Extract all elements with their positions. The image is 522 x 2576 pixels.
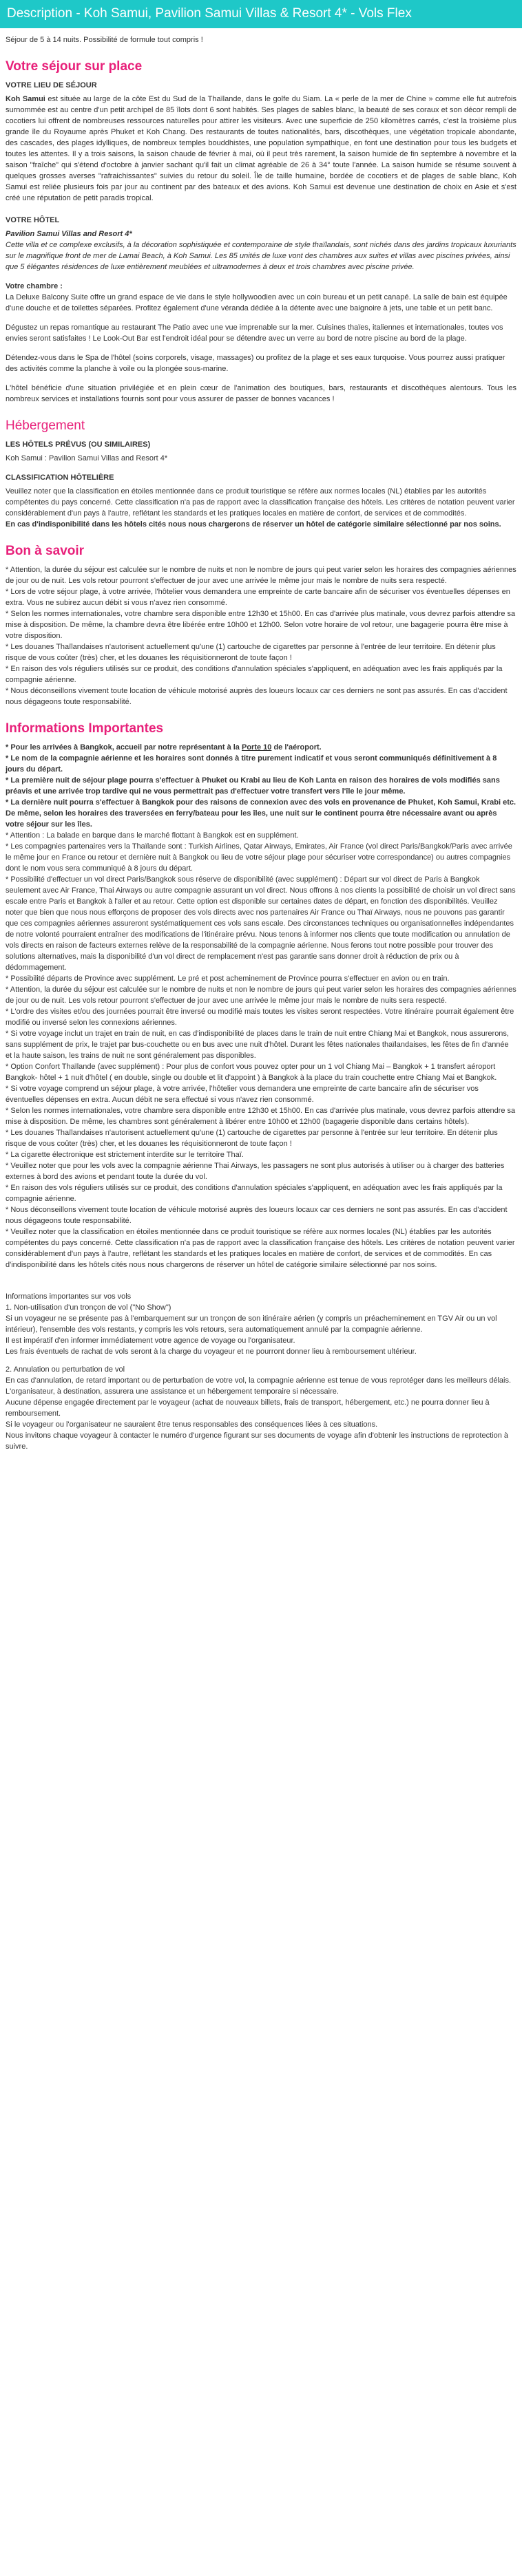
- informations-list: [6, 742, 516, 1270]
- vols-item-line: Si le voyageur ou l'organisateur ne sauraient être tenus responsables des conséquences liées à ces situations.: [6, 1420, 378, 1429]
- info-item: * La cigarette électronique est strictement interdite sur le territoire Thaï.: [6, 1151, 244, 1159]
- classification-note: En cas d'indisponibilité dans les hôtels cités nous nous chargerons de réserver un hôtel de catégorie similaire sélectionné par nos soins.: [6, 520, 501, 529]
- section-heading-hebergement: Hébergement: [6, 418, 85, 433]
- info-item: * L'ordre des visites et/ou des journées pourrait être inversé ou modifié mais toutes les visites seront respectées. Votre itinéraire pourrait également être modifié ou inversé selon les connexions aériennes.: [6, 1008, 514, 1027]
- vols-item-title: 1. Non-utilisation d'un tronçon de vol ("No Show"): [6, 1303, 171, 1312]
- lieu-lead: Koh Samui: [6, 95, 45, 103]
- classification-heading: CLASSIFICATION HÔTELIÈRE: [6, 473, 114, 482]
- info-item: * Les compagnies partenaires vers la Thaïlande sont : Turkish Airlines, Qatar Airways, Emirates, Air France (vol direct Paris/Bangkok/Paris avec arrivée le même jour en France ou retour et dernière nuit à Bangkok ou lieu de votre séjour plage pour sécuriser votre correspondance) ou autres compagnies dont le nom vous sera communiqué à 8 jours du départ.: [6, 842, 512, 873]
- classification-block: [6, 486, 516, 530]
- info-item: * Attention : La balade en barque dans le marché flottant à Bangkok est en supplément.: [6, 831, 299, 840]
- vols-item-line: Aucune dépense engagée directement par le voyageur (achat de nouveaux billets, frais de transport, hébergement, etc.) ne pourra donner lieu à remboursement.: [6, 1398, 490, 1418]
- bon-a-savoir-item: * Les douanes Thaïlandaises n'autorisent actuellement qu'une (1) cartouche de cigarettes par personne à l'entrée de leur territoire. En détenir plus risque de vous coûter (très) cher, et les douanes les réquisitionneront de toute façon !: [6, 643, 496, 662]
- info-item: * Si votre voyage inclut un trajet en train de nuit, en cas d'indisponibilité de places dans le train de nuit entre Chiang Mai et Bangkok, nous assurerons, sans supplément de prix, le trajet par bus-couchette ou en bus avec une nuit d'hôtel. Durant les fêtes nationales thaïlandaises, les fêtes de fin d'année et la haute saison, les trains de nuit ne sont généralement pas disponibles.: [6, 1030, 509, 1060]
- section-heading-sejour: Votre séjour sur place: [6, 59, 143, 74]
- bon-a-savoir-list: [6, 564, 516, 707]
- info-item: * Veuillez noter que pour les vols avec la compagnie aérienne Thai Airways, les passagers ne sont plus autorisés à utiliser ou à charger des batteries externes à bord des avions et pendant toute la durée du vol.: [6, 1162, 505, 1181]
- section-heading-bon-a-savoir: Bon à savoir: [6, 544, 85, 558]
- bon-a-savoir-item: * En raison des vols réguliers utilisés sur ce produit, des conditions d'annulation spéciales s'appliquent, en adéquation avec les frais appliqués par la compagnie aérienne.: [6, 665, 503, 684]
- vols-item-line: Si un voyageur ne se présente pas à l'embarquement sur un tronçon de son itinéraire aérien (y compris un préacheminement en TGV Air ou un vol intérieur), l'ensemble des vols restants, y compris les vols retours, sera automatiquement annulé par la compagnie aérienne.: [6, 1314, 497, 1334]
- porte-10-link[interactable]: Porte 10: [241, 743, 272, 752]
- vols-heading: Informations importantes sur vos vols: [6, 1292, 132, 1301]
- info-item-compagnie: * Le nom de la compagnie aérienne et les horaires sont donnés à titre purement indicatif et vous seront communiqués définitivement à 8 jours du départ.: [6, 754, 497, 774]
- vols-item-line: Nous invitons chaque voyageur à contacter le numéro d'urgence figurant sur ses documents de voyage afin d'obtenir les instructions de reprotection à suivre.: [6, 1431, 509, 1451]
- hotel-name: Pavilion Samui Villas and Resort 4*: [6, 230, 132, 238]
- intro-text: Séjour de 5 à 14 nuits. Possibilité de formule tout compris !: [6, 36, 203, 44]
- vols-item-line: En cas d'annulation, de retard important ou de perturbation de votre vol, la compagnie aérienne est tenue de vous reprotéger dans les meilleurs délais.: [6, 1376, 512, 1385]
- hotel-heading: VOTRE HÔTEL: [6, 216, 60, 224]
- content: [0, 34, 522, 1452]
- lieu-heading: VOTRE LIEU DE SÉJOUR: [6, 81, 97, 89]
- info-item-derniere-nuit: * La dernière nuit pourra s'effectuer à Bangkok pour des raisons de connexion avec des vols en provenance de Phuket, Koh Samui, Krabi etc. De même, selon les horaires des traversées en ferry/bateau pour les îles, une nuit sur le continent pourra être nécessaire avant ou après votre séjour sur les îles.: [6, 798, 516, 829]
- info-item: * Selon les normes internationales, votre chambre sera disponible entre 12h30 et 15h00. En cas d'arrivée plus matinale, vous devrez parfois attendre sa mise à disposition. De même, les chambres sont généralement à libérer entre 10h00 et 12h00 (bagagerie disponible dans certains hôtels).: [6, 1107, 516, 1126]
- lieu-text: est située au large de la côte Est du Sud de la Thaïlande, dans le golfe du Siam. La « perle de la mer de Chine » comme elle fut autrefois surnommée est au centre d'un petit archipel de 85 îlots dont 6 sont habités. Ses plages de sables blanc, la beauté de ses coraux et son décor rempli de cocotiers lui offrent de nombreuses ressources naturelles pour attirer les visiteurs. Avec une superficie de 250 kilomètres carrés, c'est la troisième plus grande île du Royaume après Phuket et Koh Chang. Des restaurants de toutes nationalités, bars, discothèques, une végétation tropicale abondante, des cascades, des plages idylliques, de nombreux temples bouddhistes, une population sympathique, en font une destination pour tous les budgets et toutes les attentes. Il y a trois saisons, la saison chaude de février à mai, où il peut très rarement, la saison humide de fin septembre à novembre et la saison "fraîche" qui s'étend d'octobre à janvier sachant qu'il fait un climat agréable de 26 à 34° toute l'année. La saison humide se résume souvent à quelques grosses averses "rafraichissantes" suivies du retour du soleil. Île de taille humaine, bordée de cocotiers et de plages de sable blanc, Koh Samui est reliée plusieurs fois par jour au continent par des bateaux et des avions. Koh Samui est devenue une destination de choix en Asie et s'est créé une réputation de petit paradis tropical.: [6, 95, 516, 202]
- info-accueil-text: * Pour les arrivées à Bangkok, accueil par notre représentant à la: [6, 743, 242, 752]
- classification-text: Veuillez noter que la classification en étoiles mentionnée dans ce produit touristique se réfère aux normes locales (NL) établies par les autorités compétentes du pays concerné. Cette classification n'a pas de rapport avec la classification française des hôtels. Les critères de notation peuvent varier considérablement d'un pays à l'autre, reflétant les standards et les pratiques locales en matière de confort, de services et de commodités.: [6, 487, 515, 518]
- vols-item-line: L'organisateur, à destination, assurera une assistance et un hébergement temporaire si nécessaire.: [6, 1387, 339, 1396]
- vols-item-line: Les frais éventuels de rachat de vols seront à la charge du voyageur et ne pourront donner lieu à remboursement ultérieur.: [6, 1348, 417, 1356]
- chambre-heading: Votre chambre :: [6, 282, 63, 290]
- info-item: * Nous déconseillons vivement toute location de véhicule motorisé auprès des loueurs locaux car ces derniers ne sont pas assurés. En cas d'accident nous dégageons toute responsabilité.: [6, 1206, 508, 1225]
- hotel-description: Cette villa et ce complexe exclusifs, à la décoration sophistiquée et contemporaine de style thaïlandais, sont nichés dans des jardins tropicaux luxuriants sur le magnifique front de mer de Lamai Beach, à Koh Samui. Les 85 unités de luxe vont des chambres aux suites et villas avec piscines privées, ainsi que 5 élégantes résidences de luxe entièrement meublées et ultramodernes à deux et trois chambres avec piscine privée.: [6, 241, 516, 271]
- bon-a-savoir-item: * Nous déconseillons vivement toute location de véhicule motorisé auprès des loueurs locaux car ces derniers ne sont pas assurés. En cas d'accident nous dégageons toute responsabilité.: [6, 687, 508, 706]
- vols-item-no-show: [6, 1302, 516, 1357]
- info-item: * En raison des vols réguliers utilisés sur ce produit, des conditions d'annulation spéciales s'appliquent, en adéquation avec les frais appliqués par la compagnie aérienne.: [6, 1184, 503, 1203]
- info-item: * Si votre voyage comprend un séjour plage, à votre arrivée, l'hôtelier vous demandera une empreinte de carte bancaire afin de sécuriser vos éventuelles dépenses en extra. Aucun débit ne sera effectué si vous n'avez rien consommé.: [6, 1085, 479, 1104]
- info-item-premiere-nuit: * La première nuit de séjour plage pourra s'effectuer à Phuket ou Krabi au lieu de Koh Lanta en raison des horaires de vols modifiés sans préavis et une arrivée trop tardive qui ne vous permettrait pas d'effectuer votre transfert vers l'île le jour même.: [6, 776, 500, 796]
- spa-text: Détendez-vous dans le Spa de l'hôtel (soins corporels, visage, massages) ou profitez de la plage et ses eaux turquoise. Vous pourrez aussi pratiquer des activités comme la planche à voile ou la plongée sous-marine.: [6, 354, 505, 373]
- situation-text: L'hôtel bénéficie d'une situation privilégiée et en plein cœur de l'animation des boutiques, bars, restaurants et discothèques alentours. Tous les nombreux services et installations fournis sont pour vous assurer de passer de bonnes vacances !: [6, 384, 516, 403]
- bon-a-savoir-item: * Attention, la durée du séjour est calculée sur le nombre de nuits et non le nombre de jours qui peut varier selon les horaires des compagnies aériennes de jour ou de nuit. Les vols retour pourront s'effectuer de jour avec une arrivée le même jour mais le nombre de nuits sera respecté.: [6, 566, 516, 585]
- vols-item-line: Il est impératif d'en informer immédiatement votre agence de voyage ou l'organisateur.: [6, 1337, 295, 1345]
- info-item: * Option Confort Thaïlande (avec supplément) : Pour plus de confort vous pouvez opter pour un 1 vol Chiang Mai – Bangkok + 1 transfert aéroport Bangkok- hôtel + 1 nuit d'hôtel ( en double, single ou double et lit d'appoint ) à Bangkok à la place du train couchette entre Chiang Mai et Bangkok.: [6, 1063, 497, 1082]
- page-title: Description - Koh Samui, Pavilion Samui Villas & Resort 4* - Vols Flex: [0, 0, 522, 28]
- info-item: * Possibilité départs de Province avec supplément. Le pré et post acheminement de Province pourra s'effectuer en avion ou en train.: [6, 975, 450, 983]
- vols-item-title: 2. Annulation ou perturbation de vol: [6, 1365, 125, 1374]
- restaurant-text: Dégustez un repas romantique au restaurant The Patio avec une vue imprenable sur la mer. Cuisines thaïes, italiennes et internationales, toutes vos envies seront satisfaites ! Le Look-Out Bar est l'endroit idéal pour se détendre avec un verre au bord de notre piscine au bord de la plage.: [6, 323, 503, 343]
- info-accueil-end: de l'aéroport.: [271, 743, 322, 752]
- info-item-accueil: [6, 742, 516, 753]
- bon-a-savoir-item: * Selon les normes internationales, votre chambre sera disponible entre 12h30 et 15h00. En cas d'arrivée plus matinale, vous devrez parfois attendre sa mise à disposition. De même, la chambre devra être libérée entre 10h00 et 12h00. Selon votre horaire de vol retour, une bagagerie pourra être mise à votre disposition.: [6, 610, 516, 640]
- info-item: * Attention, la durée du séjour est calculée sur le nombre de nuits et non le nombre de jours qui peut varier selon les horaires des compagnies aériennes de jour ou de nuit. Les vols retour pourront s'effectuer de jour avec une arrivée le même jour mais le nombre de nuits sera respecté.: [6, 986, 516, 1005]
- info-item: * Veuillez noter que la classification en étoiles mentionnée dans ce produit touristique se réfère aux normes locales (NL) établies par les autorités compétentes du pays concerné. Cette classification n'a pas de rapport avec la classification française des hôtels. Les critères de notation peuvent varier considérablement d'un pays à l'autre, reflétant les standards et les pratiques locales en matière de confort, de services et de commodités. En cas d'indisponibilité dans les hôtels cités nous nous chargerons de réserver un hôtel de catégorie similaire sélectionné par nos soins.: [6, 1228, 515, 1269]
- section-heading-informations: Informations Importantes: [6, 721, 164, 736]
- bon-a-savoir-item: * Lors de votre séjour plage, à votre arrivée, l'hôtelier vous demandera une empreinte de carte bancaire afin de sécuriser vos éventuelles dépenses en extra. Vous ne subirez aucun débit si vous n'avez rien consommé.: [6, 588, 510, 607]
- info-item: * Les douanes Thaïlandaises n'autorisent actuellement qu'une (1) cartouche de cigarettes par personne à l'entrée sur leur territoire. En détenir plus risque de vous coûter (très) cher, et les douanes les réquisitionneront de toute façon !: [6, 1129, 498, 1148]
- vols-item-annulation: [6, 1364, 516, 1452]
- info-item: * Possibilité d'effectuer un vol direct Paris/Bangkok sous réserve de disponibilité (avec supplément) : Départ sur vol direct de Paris à Bangkok seulement avec Air France, Thai Airways ou autre compagnie assurant un vol direct. Nous offrons à nos clients la possibilité de choisir un vol direct sans escale entre Paris et Bangkok à l'aller et au retour. Cette option est disponible sur certaines dates de départ, en fonction des disponibilités. Veuillez noter que bien que nous nous efforçons de proposer des vols directs avec nos partenaires Air France ou Thaï Airways, nous ne pouvons pas garantir que ces compagnies aériennes assureront systématiquement ces vols sans escale. Des circonstances techniques ou organisationnelles indépendantes de notre volonté pourraient entraîner des modifications de l'itinéraire prévu. Nous tenons à informer nos clients que toute modification ou annulation de vols directs en raison de facteurs externes relève de la responsabilité de la compagnie aérienne. Nous ferons tout notre possible pour trouver des solutions alternatives, mais la disponibilité d'un vol direct de remplacement n'est pas garantie sans donner droit à réduction de prix ou à dédommagement.: [6, 875, 516, 972]
- hotels-prevus-heading: LES HÔTELS PRÉVUS (OU SIMILAIRES): [6, 440, 151, 449]
- lieu-paragraph: [6, 94, 516, 204]
- hotels-prevus-text: Koh Samui : Pavilion Samui Villas and Resort 4*: [6, 454, 168, 462]
- chambre-text: La Deluxe Balcony Suite offre un grand espace de vie dans le style hollywoodien avec un coin bureau et un petit canapé. La salle de bain est équipée d'une douche et de toilettes séparées. Profitez également d'une véranda dédiée à la détente avec une baignoire à jets, une table et un petit banc.: [6, 293, 508, 312]
